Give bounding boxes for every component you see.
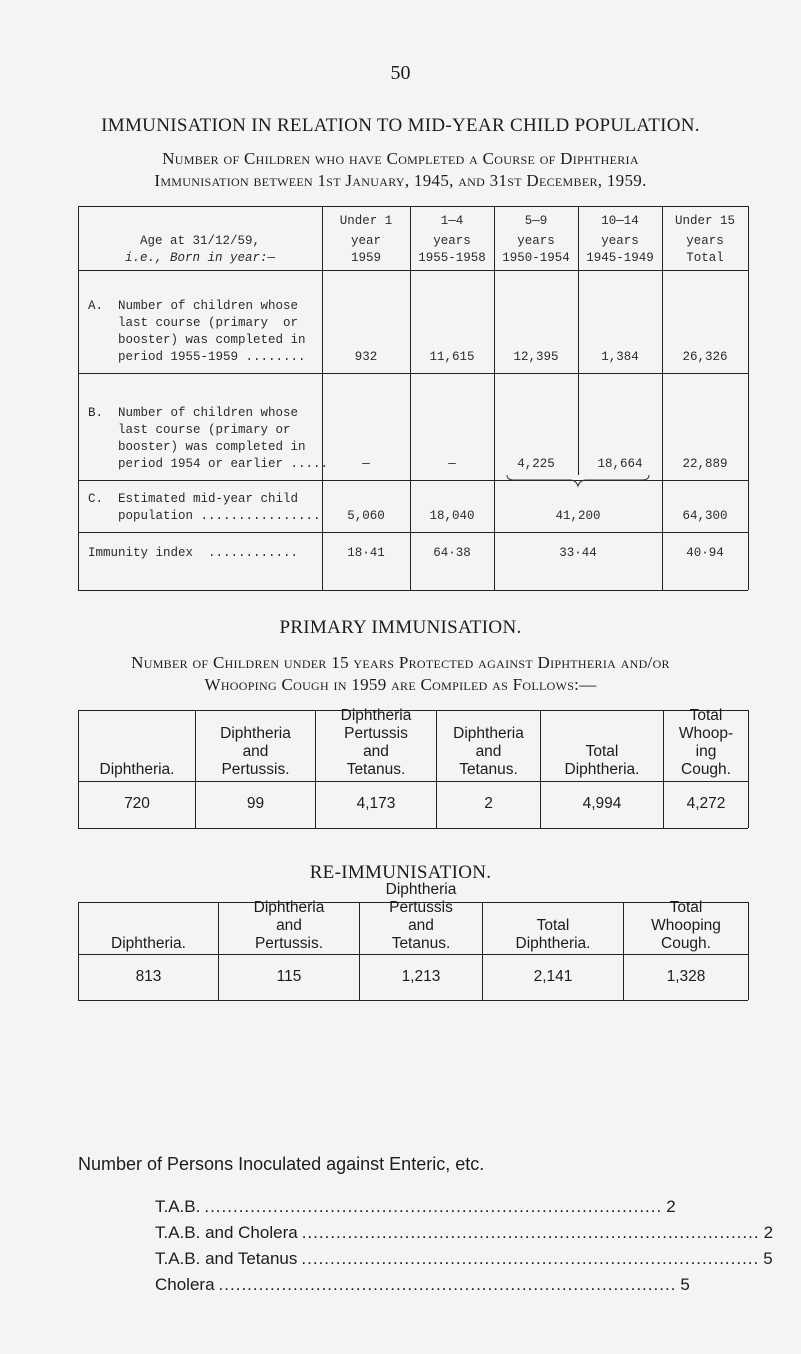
page-title: IMMUNISATION IN RELATION TO MID-YEAR CHILD POPULATION.: [101, 115, 700, 136]
table-cell: 2,141: [533, 968, 573, 985]
table-cell: 18,040: [429, 509, 475, 523]
col-header: years: [601, 234, 639, 248]
row-a-label: A. Number of children whose: [88, 299, 299, 313]
col-header: Tetanus.: [459, 761, 518, 778]
col-header: and: [242, 743, 269, 760]
table-cell: 1,213: [401, 968, 441, 985]
table-cell: 18,664: [597, 457, 643, 471]
table-cell: 2: [484, 795, 493, 812]
col-header: and: [475, 743, 502, 760]
list-item-label: T.A.B. and Tetanus: [155, 1249, 298, 1268]
header-age-line2: i.e., Born in year:—: [124, 251, 276, 265]
table-cell: 18·41: [347, 546, 385, 560]
row-b-label: B. Number of children whose: [88, 406, 299, 420]
row-d-label: Immunity index ............: [88, 546, 299, 560]
col-header: Pertussis: [344, 725, 408, 742]
row-c-label: population ................: [88, 509, 321, 523]
table-cell: 720: [124, 795, 150, 812]
leader-dots: ................................................................................: [204, 1197, 663, 1216]
leader-dots: ................................................................................: [301, 1223, 760, 1242]
col-header: Whoop-: [678, 725, 734, 742]
table-cell: 40·94: [686, 546, 724, 560]
col-header: and: [363, 743, 389, 760]
row-a-label: last course (primary or: [88, 316, 299, 330]
table-cell: 11,615: [429, 350, 475, 364]
col-header: 1955-1958: [418, 251, 486, 265]
col-header: 5—9: [524, 214, 548, 228]
row-a-label: booster) was completed in: [88, 333, 306, 347]
table-cell: 932: [354, 350, 378, 364]
table-cell: 12,395: [513, 350, 559, 364]
table-cell: 813: [135, 968, 162, 985]
list-item-value: 2: [763, 1223, 774, 1242]
table-cell: 4,994: [582, 795, 622, 812]
table-cell: —: [448, 457, 456, 471]
col-header: Total: [585, 743, 619, 760]
col-header: Whooping: [651, 917, 721, 934]
col-header: years: [517, 234, 555, 248]
row-b-label: period 1954 or earlier .....: [88, 457, 329, 471]
table-cell: 64·38: [433, 546, 471, 560]
table-cell: 26,326: [682, 350, 728, 364]
col-header: Pertussis.: [254, 935, 324, 952]
col-header: Diphtheria.: [111, 935, 186, 952]
col-header: Total: [536, 917, 570, 934]
col-header: Diphtheria: [340, 707, 412, 724]
col-header: 1959: [350, 251, 381, 265]
list-item-label: T.A.B.: [155, 1197, 201, 1216]
row-a-label: period 1955-1959 ........: [88, 350, 306, 364]
table-cell: 4,225: [517, 457, 555, 471]
subtitle-line-2: Immunisation between 1st January, 1945, and 31st December, 1959.: [154, 171, 647, 190]
table-cell: 1,328: [666, 968, 706, 985]
col-header: Tetanus.: [391, 935, 451, 952]
table-cell: 115: [276, 968, 302, 985]
col-header: years: [433, 234, 471, 248]
col-header: Cough.: [681, 761, 731, 778]
brace-icon: [506, 474, 650, 488]
table-cell: 41,200: [555, 509, 601, 523]
col-header: and: [276, 917, 302, 934]
col-header: 1950-1954: [502, 251, 570, 265]
col-header: Under 1: [339, 214, 393, 228]
col-header: Diphtheria: [385, 881, 457, 898]
table-cell: 99: [246, 795, 265, 812]
row-b-label: booster) was completed in: [88, 440, 306, 454]
col-header: Total: [689, 707, 723, 724]
primary-heading: PRIMARY IMMUNISATION.: [279, 617, 522, 638]
primary-subtitle-line-2: Whooping Cough in 1959 are Compiled as Follows:—: [204, 675, 597, 694]
subtitle-line-1: Number of Children who have Completed a Course of Diphtheria: [162, 149, 639, 168]
list-item-value: 5: [763, 1249, 773, 1268]
col-header: ing: [695, 743, 717, 760]
col-header: Tetanus.: [346, 761, 406, 778]
primary-subtitle-line-1: Number of Children under 15 years Protected against Diphtheria and/or: [131, 653, 670, 672]
col-header: Pertussis: [389, 899, 453, 916]
table-cell: —: [362, 457, 370, 471]
list-item-value: 5: [680, 1275, 690, 1294]
col-header: Cough.: [661, 935, 711, 952]
table-cell: 4,272: [686, 795, 726, 812]
list-item: [155, 1249, 773, 1269]
enteric-heading: Number of Persons Inoculated against Enteric, etc.: [78, 1154, 485, 1174]
col-header: Diphtheria: [220, 725, 291, 742]
table-cell: 64,300: [682, 509, 728, 523]
table-cell: 33·44: [559, 546, 597, 560]
col-header: year: [350, 234, 381, 248]
table-cell: 22,889: [682, 457, 728, 471]
leader-dots: ................................................................................: [218, 1275, 677, 1294]
leader-dots: ................................................................................: [301, 1249, 760, 1268]
col-header: and: [408, 917, 434, 934]
col-header: Diphtheria: [253, 899, 325, 916]
header-age-line1: Age at 31/12/59,: [139, 234, 261, 248]
col-header: Under 15: [674, 214, 735, 228]
row-b-label: last course (primary or: [88, 423, 291, 437]
row-c-label: C. Estimated mid-year child: [88, 492, 299, 506]
table-cell: 1,384: [601, 350, 639, 364]
table-cell: 4,173: [356, 795, 396, 812]
col-header: 10—14: [601, 214, 639, 228]
col-header: Diphtheria.: [99, 761, 175, 778]
list-item-label: T.A.B. and Cholera: [155, 1223, 298, 1242]
table-cell: 5,060: [347, 509, 385, 523]
col-header: Diphtheria: [453, 725, 524, 742]
col-header: Diphtheria.: [515, 935, 591, 952]
page-number: 50: [390, 62, 411, 84]
list-item-label: Cholera: [155, 1275, 215, 1294]
col-header: Pertussis.: [221, 761, 290, 778]
col-header: Total: [686, 251, 724, 265]
list-item-value: 2: [666, 1197, 676, 1216]
col-header: 1945-1949: [586, 251, 654, 265]
list-item: [155, 1275, 690, 1295]
list-item: [155, 1223, 774, 1243]
col-header: years: [686, 234, 724, 248]
reimmunisation-heading: RE-IMMUNISATION.: [309, 862, 492, 883]
list-item: [155, 1197, 676, 1217]
col-header: Total: [669, 899, 703, 916]
col-header: 1—4: [440, 214, 464, 228]
col-header: Diphtheria.: [564, 761, 640, 778]
